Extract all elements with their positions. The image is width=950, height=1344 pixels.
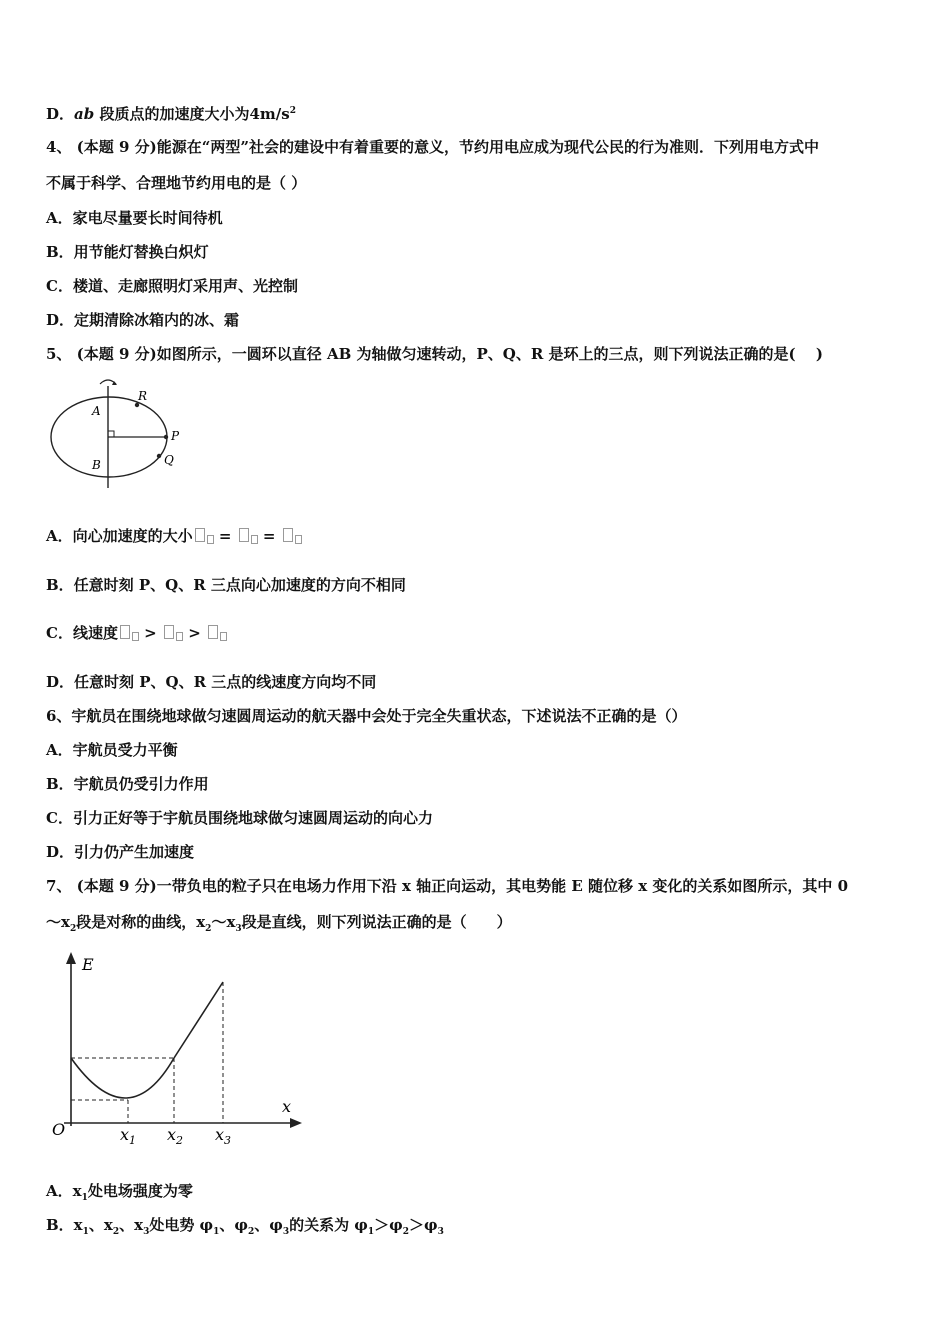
q4-option-b: B．用节能灯替换白炽灯	[46, 243, 209, 261]
q7-option-a: A．$x_1$处电场强度为零	[46, 1182, 193, 1203]
q6-option-b: B．宇航员仍受引力作用	[46, 775, 209, 793]
q7-stem-line1: 7、 (本题 9 分)一带负电的粒子只在电场力作用下沿 x 轴正向运动，其电势能 E 随位移 x 变化的关系如图所示，其中 0	[46, 877, 849, 895]
label-a: A	[92, 404, 101, 418]
q7-option-b: B．$x_1$、$x_2$、$x_3$处电势 $\varphi_1$、$\varphi_2$、$\varphi_3$的关系为 $\varphi_1>\varphi_2>\varphi_3$	[46, 1216, 444, 1237]
q3-option-d: D．ab 段质点的加速度大小为$4m/s^2$	[46, 105, 296, 123]
tick-x1: $x_1$	[120, 1125, 137, 1147]
label-p: P	[171, 429, 180, 443]
q5-option-b: B．任意时刻 P、Q、R 三点向心加速度的方向不相同	[46, 576, 406, 594]
label-q: Q	[164, 453, 174, 467]
q6-option-a: A．宇航员受力平衡	[46, 741, 178, 759]
q5-option-d: D．任意时刻 P、Q、R 三点的线速度方向均不同	[46, 673, 377, 691]
axis-label-e: E	[82, 955, 94, 974]
q5-ring-figure	[46, 374, 196, 492]
q4-option-a: A．家电尽量要长时间待机	[46, 209, 223, 227]
label-r: R	[138, 389, 148, 403]
label-b: B	[92, 458, 101, 472]
tick-x3: $x_3$	[215, 1125, 232, 1147]
q5-option-a: A．向心加速度的大小 = =	[46, 526, 302, 546]
q4-stem-line2: 不属于科学、合理地节约用电的是（ ）	[46, 174, 307, 192]
q5-option-c: C．线速度 > >	[46, 623, 227, 643]
q7-energy-graph	[46, 948, 316, 1148]
q4-stem-line1: 4、 (本题 9 分)能源在“两型”社会的建设中有着重要的意义，节约用电应成为现代公民的行为准则．下列用电方式中	[46, 138, 819, 156]
axis-label-x: x	[282, 1097, 292, 1116]
q7-stem-line2: $\sim x_2$段是对称的曲线，$x_2\sim x_3$段是直线，则下列说法正确的是（ ）	[46, 913, 512, 934]
q4-option-c: C．楼道、走廊照明灯采用声、光控制	[46, 277, 298, 295]
q6-option-c: C．引力正好等于宇航员围绕地球做匀速圆周运动的向心力	[46, 809, 433, 827]
q6-option-d: D．引力仍产生加速度	[46, 843, 195, 861]
tick-x2: $x_2$	[167, 1125, 184, 1147]
q4-option-d: D．定期清除冰箱内的冰、霜	[46, 311, 240, 329]
q5-stem: 5、 (本题 9 分)如图所示，一圆环以直径 AB 为轴做匀速转动，P、Q、R 是环上的三点，则下列说法正确的是( )	[46, 345, 823, 363]
origin-label: O	[52, 1120, 66, 1139]
q6-stem: 6、宇航员在围绕地球做匀速圆周运动的航天器中会处于完全失重状态，下述说法不正确的是（）	[46, 707, 687, 725]
